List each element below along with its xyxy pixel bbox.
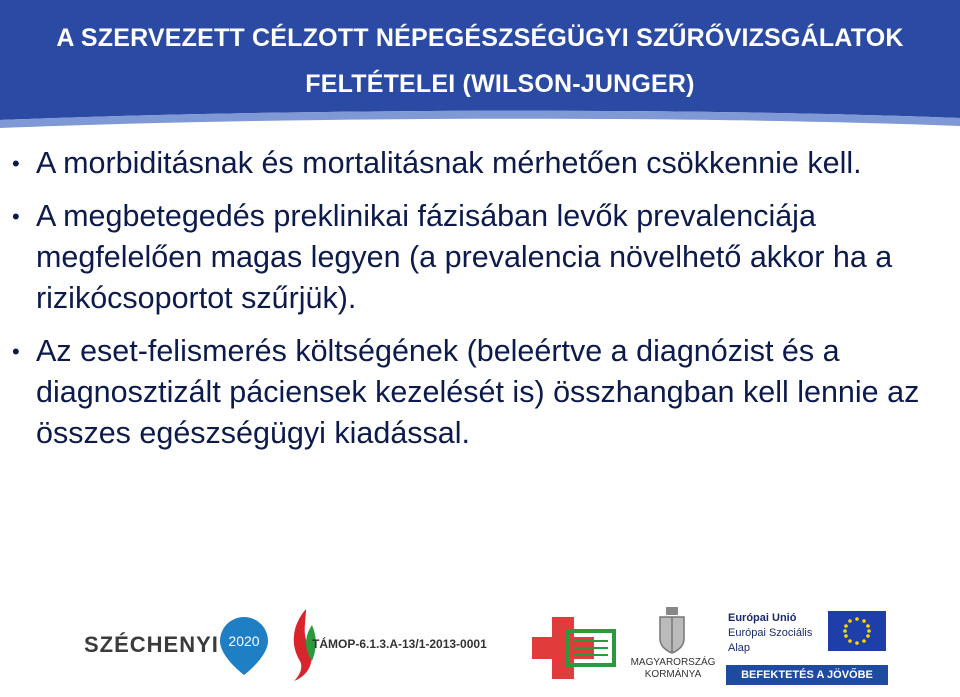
bullet-item <box>12 143 950 184</box>
eu-line-3: Alap <box>728 642 751 654</box>
bullet-dot-icon: • <box>12 204 20 229</box>
bullet-text: Az eset-felismerés költségének (beleértve a diagnózist és a diagnosztizált páciensek kezelését is) összhangban kell lennie az összes egészségügyi kiadással. <box>36 334 920 450</box>
eu-line-2: Európai Szociális <box>728 627 813 639</box>
bullet-item <box>12 331 950 454</box>
bullet-dot-icon: • <box>12 339 20 364</box>
bullet-item <box>12 196 950 319</box>
slide-title-line-2: FELTÉTELEI (WILSON-JUNGER) <box>305 70 695 98</box>
eu-line-1: Európai Unió <box>728 612 797 624</box>
slide-header <box>0 0 960 135</box>
government-logo-text <box>628 657 718 681</box>
bullet-text: A megbetegedés preklinikai fázisában levők prevalenciája megfelelően magas legyen (a prevalencia növelhető akkor ha a rizikócsoportot szűrjük). <box>36 199 893 315</box>
sponsor-logos <box>0 597 960 697</box>
government-line-2: KORMÁNYA <box>644 669 702 680</box>
szechenyi-logo-text: SZÉCHENYI <box>84 632 219 657</box>
bullet-dot-icon: • <box>12 151 20 176</box>
eu-fund-text <box>728 611 812 656</box>
health-cross-logo-icon <box>528 611 618 685</box>
tamop-project-code: TÁMOP-6.1.3.A-13/1-2013-0001 <box>312 637 487 651</box>
eu-flag-icon <box>828 611 886 651</box>
eu-investment-banner: BEFEKTETÉS A JÖVŐBE <box>726 665 888 685</box>
szechenyi-year: 2020 <box>228 633 260 649</box>
szechenyi-pin-icon <box>218 615 270 677</box>
header-band <box>0 0 960 135</box>
government-line-1: MAGYARORSZÁG <box>630 657 716 668</box>
bullet-text: A morbiditásnak és mortalitásnak mérhetően csökkennie kell. <box>36 146 862 180</box>
bullet-list <box>12 143 950 466</box>
hungarian-coat-of-arms-icon <box>656 607 688 655</box>
slide-title-line-1: A SZERVEZETT CÉLZOTT NÉPEGÉSZSÉGÜGYI SZŰRŐVIZSGÁLATOK <box>56 24 904 52</box>
